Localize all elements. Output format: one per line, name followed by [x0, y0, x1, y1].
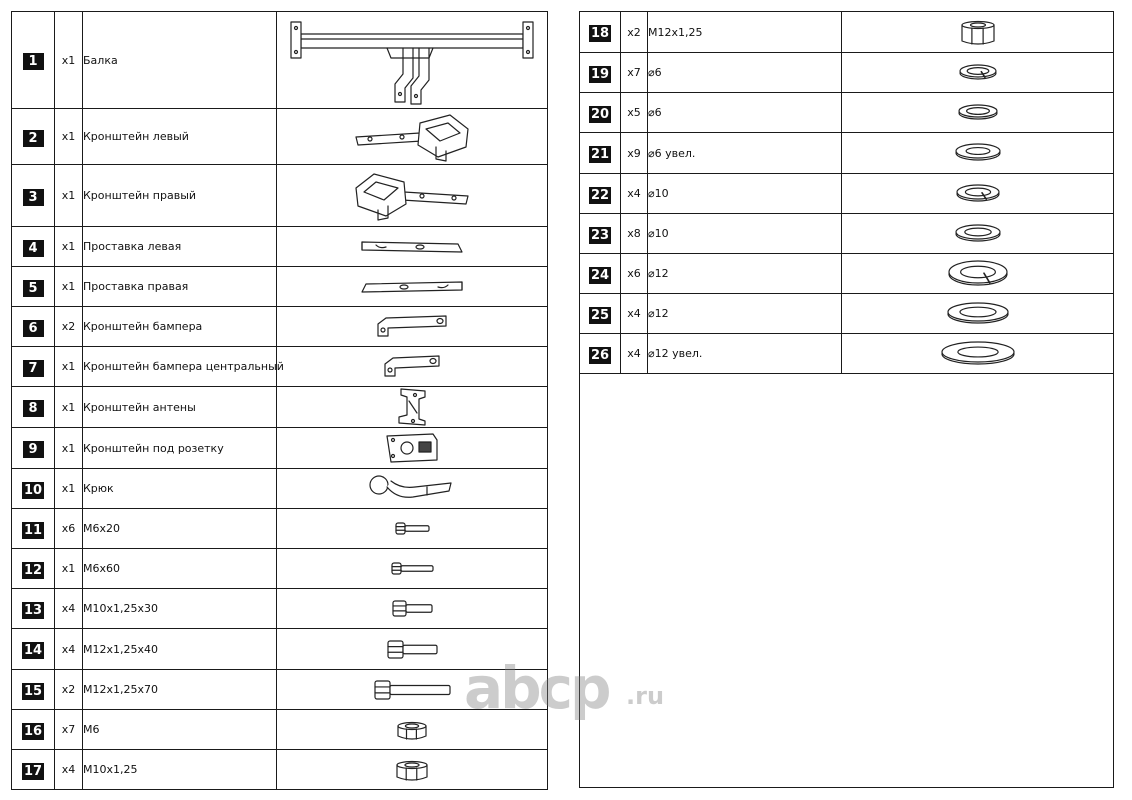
part-quantity: x1 — [55, 165, 83, 227]
part-quantity: x1 — [55, 12, 83, 109]
part-number-badge: 18 — [590, 26, 610, 41]
part-number-badge: 7 — [23, 360, 44, 377]
part-name: M6 — [83, 710, 277, 750]
part-name: Кронштейн бампера — [83, 307, 277, 347]
hex-nut-icon — [277, 750, 548, 790]
part-name: Кронштейн правый — [83, 165, 277, 227]
part-quantity: x1 — [55, 347, 83, 387]
part-name: ⌀6 — [648, 53, 842, 93]
part-quantity: x4 — [621, 174, 648, 214]
part-quantity: x8 — [621, 214, 648, 254]
part-name: M12x1,25x70 — [83, 670, 277, 710]
bolt-icon — [277, 589, 548, 629]
part-row — [12, 750, 548, 790]
part-number-badge: 6 — [23, 320, 44, 337]
bolt-icon — [277, 509, 548, 549]
part-number — [12, 549, 55, 589]
part-row — [580, 12, 1114, 53]
part-number-badge: 16 — [23, 723, 43, 739]
part-name: Кронштейн бампера центральный — [83, 347, 277, 387]
part-number — [12, 387, 55, 428]
part-number — [12, 509, 55, 549]
bumper-bracket-icon — [277, 347, 548, 387]
part-row — [580, 214, 1114, 254]
part-quantity: x4 — [621, 294, 648, 334]
part-quantity: x7 — [621, 53, 648, 93]
part-row — [12, 469, 548, 509]
part-quantity: x1 — [55, 469, 83, 509]
part-name: M10x1,25 — [83, 750, 277, 790]
part-number-badge: 21 — [590, 147, 610, 162]
part-number-badge: 20 — [590, 106, 610, 122]
part-name: ⌀6 — [648, 93, 842, 133]
part-number-badge: 25 — [590, 307, 610, 323]
part-number — [12, 670, 55, 710]
part-number-badge: 11 — [23, 522, 43, 538]
socket-bracket-icon — [277, 428, 548, 469]
part-quantity: x1 — [55, 387, 83, 428]
part-number — [12, 710, 55, 750]
part-number — [12, 227, 55, 267]
part-quantity: x9 — [621, 133, 648, 174]
part-row — [12, 227, 548, 267]
part-row — [12, 347, 548, 387]
part-name: M12x1,25 — [648, 12, 842, 53]
spring-washer-icon — [842, 174, 1114, 214]
flat-washer-icon — [842, 294, 1114, 334]
part-quantity: x2 — [55, 307, 83, 347]
part-quantity: x1 — [55, 267, 83, 307]
part-number — [580, 53, 621, 93]
part-row — [12, 589, 548, 629]
part-number-badge: 9 — [23, 441, 44, 458]
part-name: Балка — [83, 12, 277, 109]
flat-washer-icon — [842, 133, 1114, 174]
part-number-badge: 26 — [590, 347, 610, 363]
part-quantity: x4 — [55, 589, 83, 629]
part-number-badge: 23 — [590, 227, 610, 243]
part-quantity: x7 — [55, 710, 83, 750]
part-row — [12, 307, 548, 347]
part-number — [580, 334, 621, 374]
part-row — [12, 428, 548, 469]
part-number-badge: 14 — [23, 643, 43, 658]
spring-washer-icon — [842, 53, 1114, 93]
part-quantity: x6 — [621, 254, 648, 294]
part-number — [12, 347, 55, 387]
part-number — [580, 93, 621, 133]
part-row — [580, 174, 1114, 214]
part-quantity: x1 — [55, 227, 83, 267]
part-name: Проставка правая — [83, 267, 277, 307]
part-name: ⌀12 — [648, 254, 842, 294]
part-number — [12, 12, 55, 109]
part-number — [12, 428, 55, 469]
part-name: ⌀6 увел. — [648, 133, 842, 174]
part-number-badge: 15 — [23, 683, 43, 699]
part-row — [580, 133, 1114, 174]
part-number — [580, 214, 621, 254]
part-name: Проставка левая — [83, 227, 277, 267]
part-row — [12, 267, 548, 307]
abcp-watermark — [464, 654, 674, 730]
part-quantity: x2 — [55, 670, 83, 710]
spacer-plate-icon — [277, 267, 548, 307]
part-name: ⌀12 увел. — [648, 334, 842, 374]
part-number-badge: 12 — [23, 562, 43, 578]
part-name: M6x20 — [83, 509, 277, 549]
part-number — [580, 133, 621, 174]
part-name: ⌀10 — [648, 214, 842, 254]
part-number — [12, 165, 55, 227]
part-quantity: x2 — [621, 12, 648, 53]
part-quantity: x1 — [55, 549, 83, 589]
part-name: Кронштейн левый — [83, 109, 277, 165]
part-number-badge: 10 — [23, 482, 43, 498]
part-quantity: x4 — [621, 334, 648, 374]
part-quantity: x4 — [55, 629, 83, 670]
part-number-badge: 2 — [23, 130, 44, 147]
part-name: ⌀12 — [648, 294, 842, 334]
part-number-badge: 1 — [23, 53, 44, 70]
part-number — [12, 629, 55, 670]
bumper-bracket-icon — [277, 307, 548, 347]
part-quantity: x4 — [55, 750, 83, 790]
part-number-badge: 8 — [23, 400, 44, 417]
part-row — [12, 109, 548, 165]
part-name: Кронштейн антены — [83, 387, 277, 428]
part-number — [12, 109, 55, 165]
watermark-tld: .ru — [626, 682, 665, 710]
part-row — [12, 509, 548, 549]
part-name: Кронштейн под розетку — [83, 428, 277, 469]
part-quantity: x1 — [55, 109, 83, 165]
part-number-badge: 24 — [590, 267, 610, 283]
part-row — [580, 254, 1114, 294]
part-quantity: x5 — [621, 93, 648, 133]
part-row — [12, 549, 548, 589]
part-row — [12, 165, 548, 227]
bolt-icon — [277, 549, 548, 589]
part-number — [12, 589, 55, 629]
spring-washer-icon — [842, 254, 1114, 294]
part-number-badge: 3 — [23, 189, 44, 206]
part-row — [12, 12, 548, 109]
part-quantity: x1 — [55, 428, 83, 469]
part-number — [12, 267, 55, 307]
part-row — [580, 294, 1114, 334]
part-number — [12, 469, 55, 509]
part-number-badge: 13 — [23, 602, 43, 618]
left-bracket-icon — [277, 109, 548, 165]
part-name: M10x1,25x30 — [83, 589, 277, 629]
part-number-badge: 22 — [590, 187, 610, 203]
part-number — [12, 307, 55, 347]
part-row — [580, 53, 1114, 93]
antenna-bracket-icon — [277, 387, 548, 428]
tow-beam-icon — [277, 12, 548, 109]
part-name: Крюк — [83, 469, 277, 509]
part-row — [580, 334, 1114, 374]
part-number-badge: 19 — [590, 66, 610, 82]
part-number — [12, 750, 55, 790]
part-name: ⌀10 — [648, 174, 842, 214]
part-number — [580, 254, 621, 294]
part-name: M6x60 — [83, 549, 277, 589]
part-number-badge: 5 — [23, 280, 44, 297]
flat-washer-icon — [842, 93, 1114, 133]
part-name: M12x1,25x40 — [83, 629, 277, 670]
right-bracket-icon — [277, 165, 548, 227]
watermark-word: abcp — [464, 654, 609, 722]
flat-washer-icon — [842, 214, 1114, 254]
part-row — [580, 93, 1114, 133]
part-number-badge: 17 — [23, 763, 43, 779]
part-number-badge: 4 — [23, 240, 44, 257]
tow-ball-hook-icon — [277, 469, 548, 509]
part-number — [580, 294, 621, 334]
hex-nut-icon — [842, 12, 1114, 53]
part-number — [580, 12, 621, 53]
part-number — [580, 174, 621, 214]
part-quantity: x6 — [55, 509, 83, 549]
spacer-plate-icon — [277, 227, 548, 267]
flat-washer-icon — [842, 334, 1114, 374]
part-row — [12, 387, 548, 428]
